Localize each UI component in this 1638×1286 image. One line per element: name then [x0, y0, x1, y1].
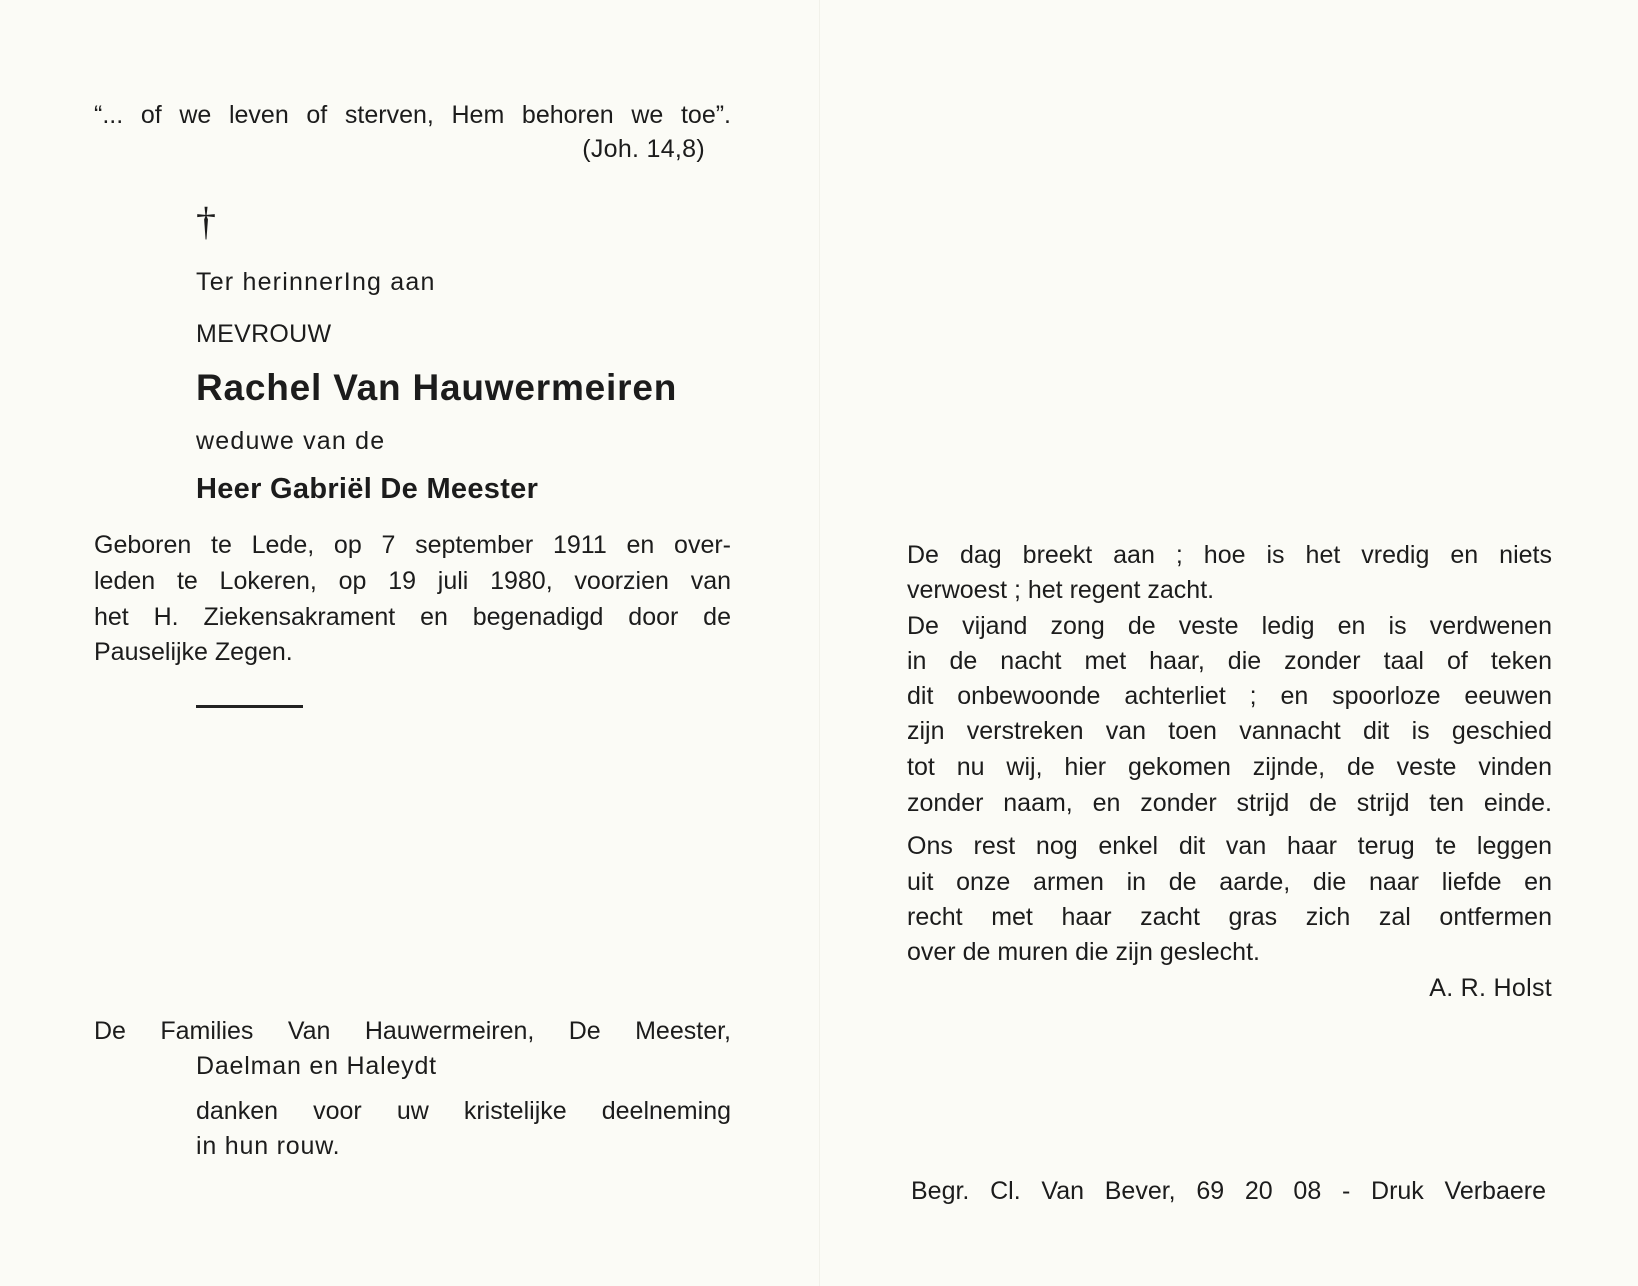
poem-line: in de nacht met haar, die zonder taal of teken — [907, 647, 1552, 675]
poem-line: tot nu wij, hier gekomen zijnde, de veste vinden — [907, 753, 1552, 781]
poem-author: A. R. Holst — [1429, 974, 1552, 1002]
divider-rule — [196, 705, 303, 708]
deceased-name: Rachel Van Hauwermeiren — [196, 367, 678, 408]
biography-line: het H. Ziekensakrament en begenadigd door de — [94, 603, 731, 631]
poem-line: uit onze armen in de aarde, die naar liefde en — [907, 868, 1552, 896]
cross-icon: † — [196, 199, 217, 244]
printer-footer: Begr. Cl. Van Bever, 69 20 08 - Druk Verbaere — [911, 1177, 1546, 1205]
poem-line: zonder naam, en zonder strijd de strijd ten einde. — [907, 789, 1552, 817]
biography-line: Geboren te Lede, op 7 september 1911 en over- — [94, 531, 731, 559]
card-fold — [819, 0, 820, 1286]
poem-line: Ons rest nog enkel dit van haar terug te leggen — [907, 832, 1552, 860]
thanks-line: in hun rouw. — [196, 1132, 341, 1160]
poem-line: over de muren die zijn geslecht. — [907, 938, 1260, 966]
poem-line: zijn verstreken van toen vannacht dit is geschied — [907, 717, 1552, 745]
poem-line: recht met haar zacht gras zich zal ontfermen — [907, 903, 1552, 931]
biography-line: Pauselijke Zegen. — [94, 638, 293, 666]
widow-of-text: weduwe van de — [196, 427, 386, 455]
poem-line: verwoest ; het regent zacht. — [907, 576, 1215, 604]
poem-line: dit onbewoonde achterliet ; en spoorloze eeuwen — [907, 682, 1552, 710]
thanks-line: danken voor uw kristelijke deelneming — [196, 1097, 731, 1125]
poem-line: De vijand zong de veste ledig en is verdwenen — [907, 612, 1552, 640]
bible-reference: (Joh. 14,8) — [582, 135, 705, 163]
biography-line: leden te Lokeren, op 19 juli 1980, voorzien van — [94, 567, 731, 595]
bible-quote: “... of we leven of sterven, Hem behoren we toe”. — [94, 101, 731, 129]
intro-text: Ter herinnerIng aan — [196, 268, 436, 296]
title-text: MEVROUW — [196, 320, 332, 348]
poem-line: De dag breekt aan ; hoe is het vredig en niets — [907, 541, 1552, 569]
husband-name: Heer Gabriël De Meester — [196, 473, 539, 505]
families-line: De Families Van Hauwermeiren, De Meester, — [94, 1017, 731, 1045]
families-line: Daelman en Haleydt — [196, 1052, 437, 1080]
